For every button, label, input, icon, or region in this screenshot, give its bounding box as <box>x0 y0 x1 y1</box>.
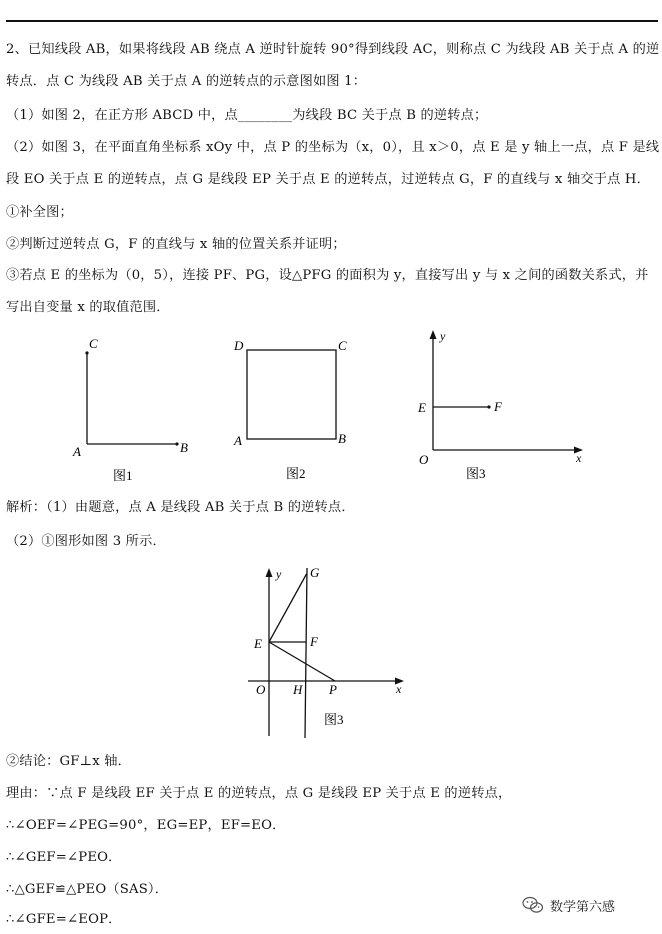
subquestion-1: ①补全图； <box>6 205 73 220</box>
fig3b-label-f: F <box>310 634 318 649</box>
subquestion-2: ②判断过逆转点 G，F 的直线与 x 轴的位置关系并证明； <box>6 237 346 252</box>
fig2-caption: 图2 <box>286 466 306 481</box>
subquestion-3-line-2: 写出自变量 x 的取值范围． <box>6 300 170 315</box>
fig3b-caption: 图3 <box>324 712 344 727</box>
question-2-line-1: （2）如图 3，在平面直角坐标系 xOy 中，点 P 的坐标为（x，0），且 x＞0，点 E 是 y 轴上一点，点 F 是线 <box>6 140 660 155</box>
fig3-label-x: x <box>576 451 582 465</box>
question-2-line-2: 段 EO 关于点 E 的逆转点，点 G 是线段 EP 关于点 E 的逆转点，过逆转点 G，F 的直线与 x 轴交于点 H． <box>6 172 650 187</box>
fig3b-label-h: H <box>293 682 303 697</box>
solution-1: 解析：（1）由题意，点 A 是线段 AB 关于点 B 的逆转点． <box>6 500 355 515</box>
fig3-label-o: O <box>419 452 429 467</box>
fig1-label-c: C <box>89 336 98 351</box>
watermark-text: 数学第六感 <box>550 899 616 915</box>
problem-line-1: 2、已知线段 AB，如果将线段 AB 绕点 A 逆时针旋转 90°得到线段 AC，则称点 C 为线段 AB 关于点 A 的逆 <box>6 42 660 57</box>
fig2-label-b: B <box>338 431 346 446</box>
solution-6: ∴∠GEF=∠PEO． <box>6 850 122 865</box>
fig3b-label-e: E <box>254 636 262 651</box>
wechat-icon <box>522 896 544 914</box>
subquestion-3-line-1: ③若点 E 的坐标为（0，5），连接 PF、PG，设△PFG 的面积为 y，直接写出 y 与 x 之间的函数关系式，并 <box>6 268 649 283</box>
top-rule <box>6 20 658 22</box>
fig3-label-e: E <box>418 400 426 415</box>
fig2-label-d: D <box>234 338 244 353</box>
solution-3: ②结论：GF⊥x 轴． <box>6 754 132 769</box>
fig3-label-y: y <box>440 329 446 343</box>
solution-5: ∴∠OEF=∠PEG=90°，EG=EP，EF=EO． <box>6 818 286 833</box>
fig1-caption: 图1 <box>113 468 133 483</box>
fig3b-label-x: x <box>396 682 402 696</box>
fig3-label-f: F <box>494 399 502 414</box>
figure-3 <box>410 326 595 490</box>
watermark <box>522 894 656 916</box>
question-1: （1）如图 2，在正方形 ABCD 中，点________为线段 BC 关于点 B 的逆转点； <box>6 108 488 123</box>
fig1-label-a: A <box>73 444 81 459</box>
fig2-label-a: A <box>234 433 242 448</box>
fig3b-label-p: P <box>329 682 337 697</box>
solution-4: 理由：∵点 F 是线段 EF 关于点 E 的逆转点，点 G 是线段 EP 关于点 E 的逆转点， <box>6 786 512 801</box>
solution-7: ∴△GEF≌△PEO（SAS）． <box>6 882 169 897</box>
fig1-label-b: B <box>180 440 188 455</box>
fig3b-label-g: G <box>310 565 320 580</box>
fig2-label-c: C <box>338 338 347 353</box>
solution-8: ∴∠GFE=∠EOP． <box>6 912 122 927</box>
fig3-caption: 图3 <box>466 466 486 481</box>
problem-line-2: 转点．点 C 为线段 AB 关于点 A 的逆转点的示意图如图 1： <box>6 74 367 89</box>
solution-2: （2）①图形如图 3 所示． <box>6 534 166 549</box>
figure-1 <box>60 330 210 490</box>
fig3b-label-o: O <box>256 682 266 697</box>
figure-2 <box>225 330 365 490</box>
figure-3-solution <box>240 558 415 740</box>
fig3b-label-y: y <box>276 567 282 581</box>
